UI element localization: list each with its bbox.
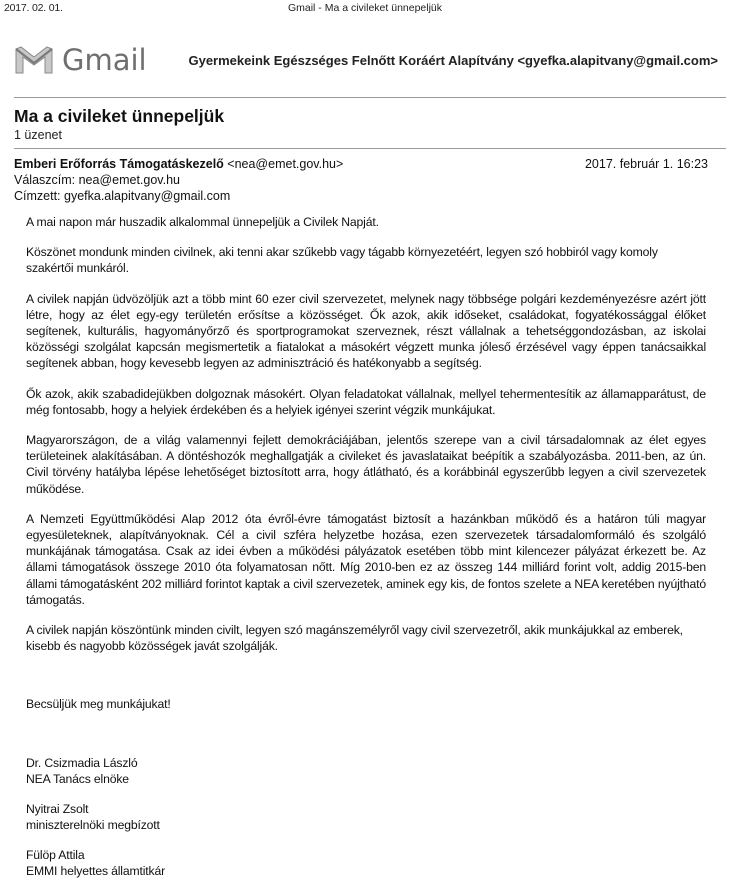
sender-email[interactable]: <nea@emet.gov.hu> [227,157,344,171]
account-label: Gyermekeink Egészséges Felnőtt Koráért Alapítvány <gyefka.alapitvany@gmail.com> [188,53,718,68]
signatory-name: Fülöp Attila [26,847,85,862]
print-date: 2017. 02. 01. [4,2,63,14]
reply-to: Válaszcím: nea@emet.gov.hu [14,173,181,187]
thread-subject: Ma a civileket ünnepeljük [14,106,225,126]
gmail-brand [14,43,147,77]
body-paragraph: Ők azok, akik szabadidejükben dolgoznak másokért. Olyan feladatokat vállalnak, mellyel tehermentesítik az államapparátust, de még fontosabb, hogy a helyiek érdekében és a helyiek igényei szerint végzik munkájukat. [26,386,706,417]
signature-block [26,755,706,787]
gmail-wordmark: Gmail [62,43,147,77]
signatory-name: Dr. Csizmadia László [26,755,138,770]
body-paragraph: A civilek napján üdvözöljük azt a több mint 60 ezer civil szervezetet, melynek nagy többsége polgári kezdeményezésre azért jött létre, hogy az élet egy-egy területén erősítse a közösséget. Ők azok, akik időseket, családokat, fogyatékossággal élőket segítenek, kulturális, hagyományőrző és sportprogramokat szerveznek, részt vállalnak a tehetséggondozásban, az iskolai közösségi szolgálat kapcsán megismertetik a fiatalokat a másokért végzett munka jóleső érzésével vagy éppen tanácsaikkal segítenek abban, hogy kevesebb legyen az adminisztráció és hatékonyabb a segítség. [26,291,706,371]
signatory-title: miniszterelnöki megbízott [26,817,160,832]
signature-block [26,801,706,833]
thread-divider [14,148,726,149]
print-title: Gmail - Ma a civileket ünnepeljük [287,2,443,14]
closing-line: Becsüljük meg munkájukat! [26,697,171,712]
signatory-name: Nyitrai Zsolt [26,801,89,816]
print-header [0,2,730,16]
sent-timestamp: 2017. február 1. 16:23 [584,157,708,171]
body-paragraph: A mai napon már huszadik alkalommal ünnepeljük a Civilek Napját. [26,215,379,229]
body-paragraph: Magyarországon, de a világ valamennyi fejlett demokráciájában, jelentős szerepe van a civil társadalomnak az élet egyes területeinek alakításában. A döntéshozók meghallgatják a civileket és javaslataikat beépítik a szabályozásba. 2011-ben, az ún. Civil törvény hatályba lépése lehetőséget biztosított arra, hogy átlátható, és a korábbinál egyszerűbb legyen a civil szervezetek működése. [26,433,706,496]
sender-name: Emberi Erőforrás Támogatáskezelő [14,157,224,171]
header-divider [14,97,726,98]
body-paragraph: A civilek napján köszöntünk minden civilt, legyen szó magánszemélyről vagy civil szervezetről, akik munkájukkal az emberek, kisebb és nagyobb közösségek javát szolgálják. [26,623,683,654]
signatory-title: EMMI helyettes államtitkár [26,863,166,878]
body-paragraph: A Nemzeti Együttműködési Alap 2012 óta évről-évre támogatást biztosít a hazánkban működő és a határon túli magyar egyesületeknek, alapítványoknak. Cél a civil szféra helyzetbe hozása, ezen szervezetek társadalomformáló és szolgáló munkájának támogatása. Csak az idei évben a működési pályázatok esetében több mint kilencezer pályázat érkezett be. Az állami támogatások összege 2010 óta folyamatosan nőtt. Míg 2010-ben ez az összeg 144 milliárd forint volt, addig 2015-ben állami támogatásként 202 milliárd forintot kaptak a civil szervezetek, aminek egy kis, de fontos szelete a NEA keretében nyújtható támogatás. [26,511,706,607]
signatory-title: NEA Tanács elnöke [26,771,129,786]
gmail-m-icon [14,45,54,75]
body-paragraph: Köszönet mondunk minden civilnek, aki tenni akar szűkebb vagy tágabb környezetéért, legyen szó hobbiról vagy komoly szakértői munkáról. [26,245,658,276]
sender [14,157,343,171]
signature-block [26,847,706,879]
recipient: Címzett: gyefka.alapitvany@gmail.com [14,189,231,203]
message-body [26,214,706,893]
message-count: 1 üzenet [14,128,62,142]
